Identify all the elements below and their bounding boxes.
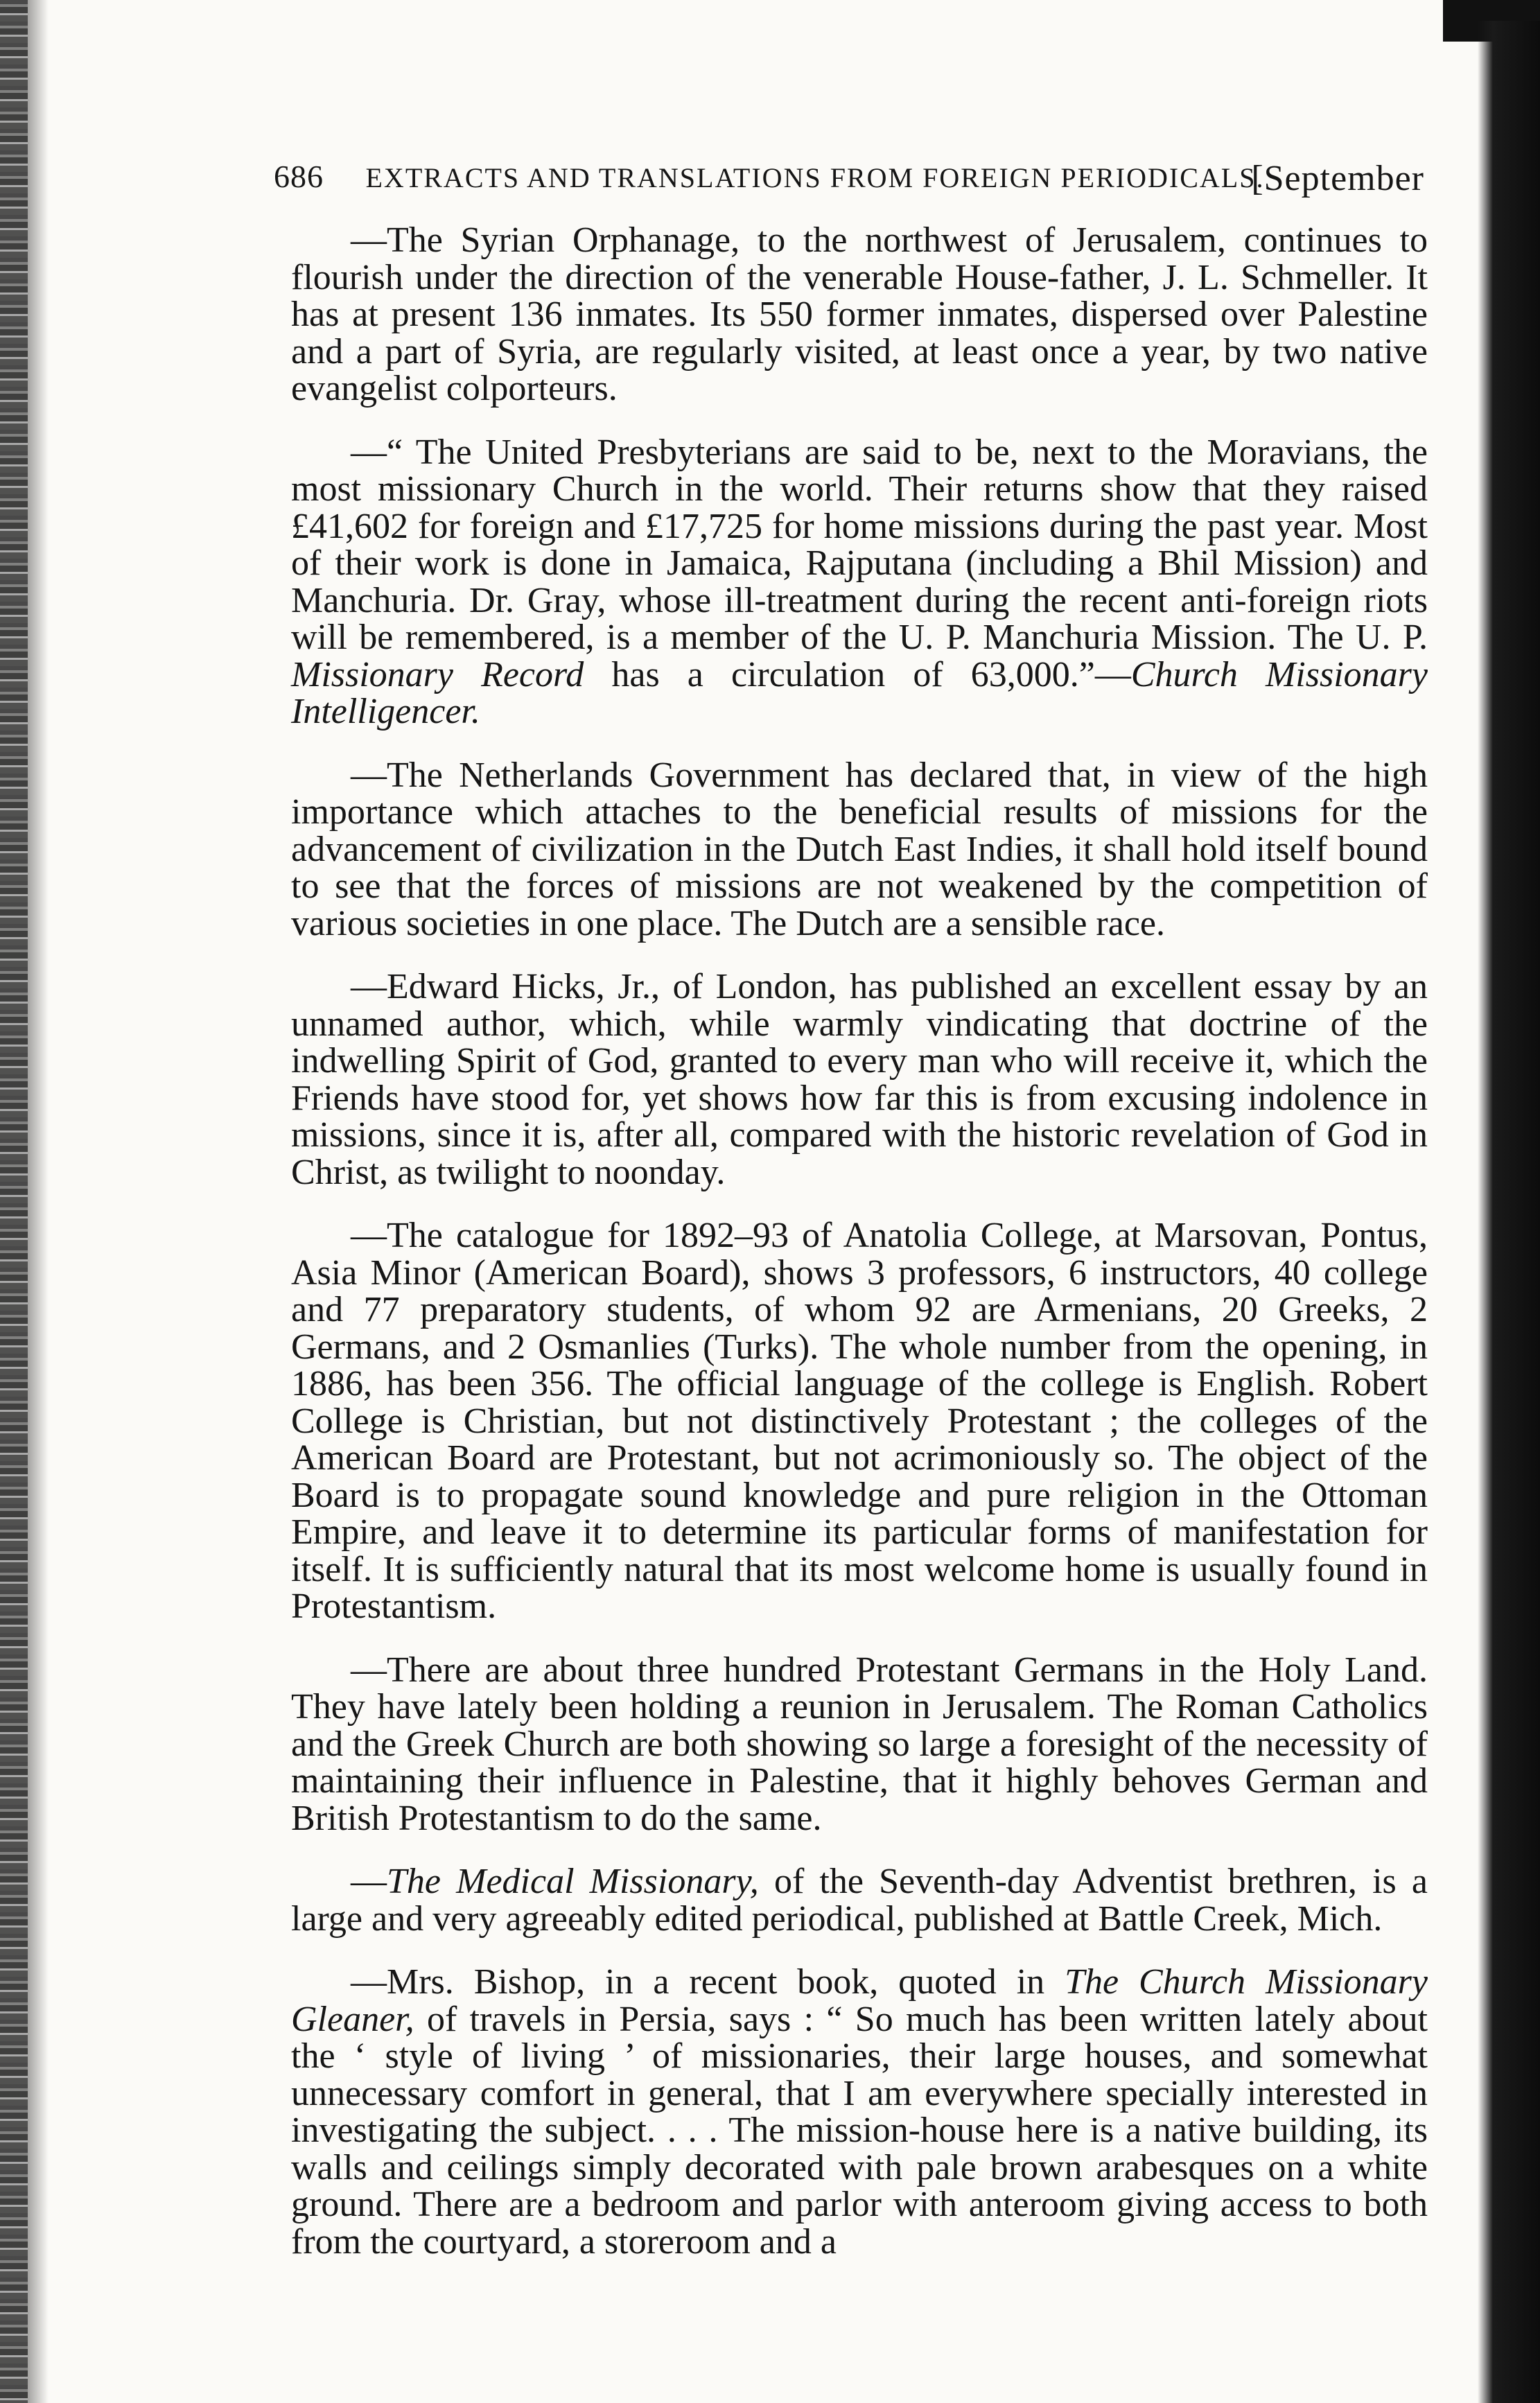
article-body [291,222,1428,2287]
running-head [274,158,1424,200]
paragraph-united-presbyterians [291,434,1428,731]
paragraph-netherlands: —The Netherlands Government has declared that, in view of the high importance which attaches to the beneficial results of missions for the advancement of civilization in the Dutch East Indies, it shall hold itself bound to see that the forces of missions are not weakened by the competition of various societies in one place. The Dutch are a sensible race. [291,755,1428,943]
paragraph-text: —“ The United Presbyterians are said to be, next to the Moravians, the most missionary Church in the world. Their returns show that they raised £41,602 for foreign and £17,725 for home missions during the past year. Most of their work is done in Jamaica, Rajputana (including a Bhil Mission) and Manchuria. Dr. Gray, whose ill-treatment during the recent anti-foreign riots will be remembered, is a member of the U. P. Manchuria Mission. The U. P. [291,432,1428,657]
italic-title: The Church Missionary Gleaner, [291,1962,1428,2039]
binding-shadow [28,0,49,2403]
page-number: 686 [274,159,324,194]
running-month: [September [1251,159,1424,198]
paragraph-text: of the Seventh-day Adventist brethren, is a large and very agreeably edited periodical, published at Battle Creek, Mich. [291,1862,1428,1939]
paragraph-medical-missionary [291,1863,1428,1937]
paragraph-anatolia-college: —The catalogue for 1892–93 of Anatolia College, at Marsovan, Pontus, Asia Minor (American Board), shows 3 professors, 6 instructors, 40 college and 77 preparatory students, of whom 92 are Armenians, 20 Greeks, 2 Germans, and 2 Osmanlies (Turks). The whole number from the opening, in 1886, has been 356. The official language of the college is English. Robert College is Christian, but not distinctively Protestant ; the colleges of the American Board are Protestant, but not acrimoniously so. The object of the Board is to propagate sound knowledge and pure religion in the Ottoman Empire, and leave it to determine its particular forms of manifestation for itself. It is sufficiently natural that its most welcome home is usually found in Protestantism. [291,1216,1428,1626]
paragraph-text: of travels in Persia, says : “ So much has been written lately about the ‘ style of living ’ of missionaries, their large houses, and somewhat unnecessary comfort in general, that I am everywhere specially interested in investigating the subject. . . . The mission-house here is a native building, its walls and ceilings simply decorated with pale brown arabesques on a white ground. There are a bedroom and parlor with anteroom giving access to both from the courtyard, a storeroom and a [291,1999,1428,2262]
paragraph-text: —Mrs. Bishop, in a recent book, quoted in [351,1962,1065,2002]
running-title: EXTRACTS AND TRANSLATIONS FROM FOREIGN PERIODICALS. [365,162,1265,193]
italic-title: Missionary Record [291,654,584,694]
paragraph-syrian-orphanage: —The Syrian Orphanage, to the northwest of Jerusalem, continues to flourish under the direction of the venerable House-father, J. L. Schmeller. It has at present 136 inmates. Its 550 former inmates, dispersed over Palestine and a part of Syria, are regularly visited, at least once a year, by two native evangelist colporteurs. [291,220,1428,408]
paragraph-text: has a circulation of 63,000.”— [584,654,1131,694]
scan-shadow-right [1478,21,1540,2403]
paragraph-protestant-germans: —There are about three hundred Protestant Germans in the Holy Land. They have lately been holding a reunion in Jerusalem. The Roman Catholics and the Greek Church are both showing so large a foresight of the necessity of maintaining their influence in Palestine, that it highly behoves German and British Protestantism to do the same. [291,1650,1428,1838]
paragraph-mrs-bishop [291,1964,1428,2260]
paragraph-edward-hicks: —Edward Hicks, Jr., of London, has published an excellent essay by an unnamed author, which, while warmly vindicating that doctrine of the indwelling Spirit of God, granted to every man who will receive it, which the Friends have stood for, yet shows how far this is from excusing indolence in missions, since it is, after all, compared with the historic revelation of God in Christ, as twilight to noonday. [291,967,1428,1192]
italic-title: The Medical Missionary, [387,1862,759,1901]
italic-source: Church Missionary Intelligencer. [291,654,1428,731]
binding-edge [0,0,28,2403]
paragraph-text: — [351,1862,387,1901]
